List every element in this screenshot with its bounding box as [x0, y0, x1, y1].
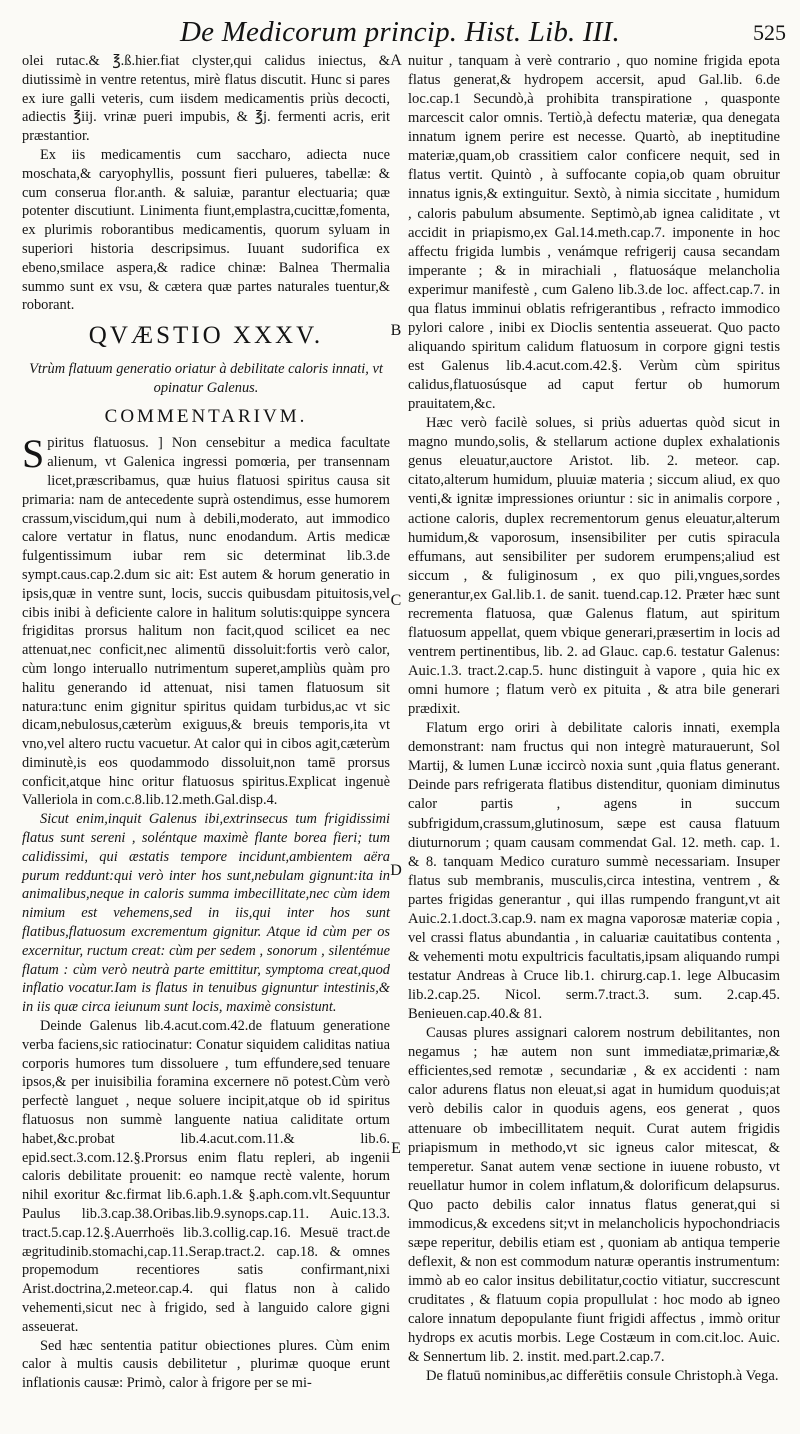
- paragraph: Flatum ergo oriri à debilitate caloris innati, exempla demonstrant: nam fructus qui non integrè maturauerunt, Sol Martij, & lumen Lunæ iccircò noxia sunt ,quia flatus generant. Deinde pars refrigerata flatibus distenditur, quoniam diminutus calor partis , agens in succum subfrigidum,crassum,glutinosum, sæpe est causa flatuum diuturnorum ; quam causam commendat Gal. 12. meth. cap. 1. & 8. tanquam Medico curaturo summè necessariam. Insuper flatus sub membranis, musculis,circa intestina, ventrem , & partes frigidas generantur , qui illas rumpendo frangunt,vt ait Auic.2.1.doct.3.cap.9. nam ex magna vaporosæ materiæ copia , vel crassi flatus abundantia , in caluariæ cauitatibus contenta , & vehementi motu expultricis facultatis,ipsam aliquando rumpi testatur Andreas à Cruce lib.1. chirurg.cap.1. lege Albucasim lib.2.cap.25. Nicol. serm.7.tract.3. sum. 2.cap.45. Benieuen.cap.40.& 81.: [408, 720, 780, 1023]
- paragraph: Sed hæc sententia patitur obiectiones plures. Cùm enim calor à multis causis debilitetur , plurimæ quoque erunt inflationis causæ: Primò, calor à frigore per se mi-: [22, 1337, 390, 1392]
- left-column: [22, 52, 390, 1393]
- paragraph: De flatuū nominibus,ac differētiis consule Christoph.à Vega.: [426, 1368, 779, 1385]
- paragraph: Ex iis medicamentis cum saccharo, adiecta nuce moschata,& caryophyllis, possunt fieri pulueres, tabellæ: & cum conserua flor.anth. & saluiæ, parantur electuaria; quæ potenter discutiunt. Linimenta fiunt,emplastra,cucittæ,fomenta, ex plurimis roborantibus medicamentis, quorum syluam in superiori historia descripsimus. Iuuant sudorifica ex ebeno,smilace aspera,& radice chinæ: Balnea Thermalia summo sunt ex vsu, & cætera quæ partes naturales tuentur,& roborant.: [22, 146, 390, 314]
- question-title: QVÆSTIO XXXV.: [88, 322, 324, 350]
- margin-letter-b: B: [390, 322, 402, 339]
- paragraph: Causas plures assignari calorem nostrum debilitantes, non negamus ; hæ autem non sunt immediatæ,primariæ,& efficientes,sed remotæ , secundariæ , & ex accidenti : nam calor adurens flatus non eleuat,si agat in humidum quoduis;at verò debilis calor in quoduis agens, eos generat , quos attenuare ob imbecillitatem nequit. Curat autem frigidis priapismum in methodo,vt sic igneus calor mitescat, & temperetur. Sanat autem venæ sectione in iuuene robusto, vt reuellatur humor in colem inflatum,& dolorificum delapsurus. Quo pacto debilis calor innatus flatus generat,qui si immodicus,& excedens sit;vt in melancholicis hypochondriacis sæpe reperitur, debilis etiam est , quoniam ab antiqua temperie deflexit, & non est commodum naturæ operantis instrumentum: immò ab eo calor insitus debilitatur,coctio vitiatur, succrescunt cruditates , & flatuum copia propullulat : hoc modo ab igneo calore innatum depopulante fiunt frigidi affectus , immò oritur hydrops ex acutis morbis. Lege Costæum in com.cit.loc. Auic. & Sennertum lib. 2. instit. med.part.2.cap.7.: [408, 1025, 780, 1366]
- paragraph: nuitur , tanquam à verè contrario , quo nomine frigida epota flatus generat,& hydropem accersit, apud Gal.lib. 6.de loc.cap.1 Secundò,à prohibita transpiratione , quasponte marcescit calor omnis. Tertiò,à defectu materiæ, qua denegata innatum ignem perire est necesse. Quartò, ab ineptitudine materiæ,quam,ob crassitiem calor conficere nequit, sed in flatus vertit. Quintò , à suffocante copia,ob quam obruitur innatus ignis,& extinguitur. Sextò, à nimia siccitate , humidum , caloris pabulum absumente. Septimò,ab ignea caliditate , vt accidit in priapismo,ex Gal.14.meth.cap.7. imponente in hoc affectu frigida lumbis , venámque refrigerij causa secandam imperante ; & in mirachiali , flatuosáque melancholia experimur manifestè , cum Galeno lib.3.de loc. affect.cap.7. in qua flatus imminui oblatis refrigerantibus , refracto immodico pylori calore , inibi ex Dioclis sententia asseuerat. Quo pacto aliquando spiritum calidum flatuosum in corpore gigni testis est Galenus lib.4.acut.com.42.§. Verùm cùm spiritus calidus,flatuosúsque ad caput fertur ob humorum prauitatem,&c.: [408, 53, 780, 413]
- paragraph: Sicut enim,inquit Galenus ibi,extrinsecus tum frigidissimi flatus sunt sereni , soléntque maximè flante borea fieri; tum calidissimi, qui æstatis tempore incidunt,ambientem aëra purum reddunt:qui verò inter hos sunt,nebulam gignunt:ita in animalibus,neque in caloris summa imbecillitate,nec cùm idem nimium est vehemens,sed in iis,qui inter hos sunt flatibus,flatuosum excrementum gignitur. Atque id cùm per os excernitur, ructum creat: cùm per sedem , sonorum , silentémue flatum : cùm verò neutrà parte emittitur, symptoma creat,quod inflatio vocatur.Iam is flatus in tenuibus gignuntur intestinis,& in iis quæ circa ieiunum sunt locis, maximè consistunt.: [22, 811, 390, 1016]
- question-text: Vtrùm flatuum generatio oriatur à debilitate caloris innati, vt opinatur Galenus.: [29, 360, 383, 396]
- paragraph-text: piritus flatuosus. ] Non censebitur a medica facultate alienum, vt Galenica ingressi pomœria, per transennam licet,præscribamus, quæ huius flatuosi spiritus causa sit primaria: nam de antecedente suprà ostendimus, esse humorem crassum,viscidum,qui num à debili,moderato, aut immodico calore vertatur in flatus, nunc enodandum. Artis medicæ fulgentissimum iubar rem sic determinat lib.3.de sympt.caus.cap.2.dum sic ait: Est autem & horum generatio in ipsis,quæ in ventre sunt, locis, succis quibusdam pituitosis,vel cibis inibi à deficiente calore in halitum solutis:quippe syncera frigiditas prorsus halitum non facit,quod scilicet ea nec attenuat,nec conficit,nec alimentū dissoluit:fortis verò calor, cùm longo interuallo nutrimentum superet,ampliùs quàm pro halitu generando id attenuat, nisi tamen flatuosum sit natura:tunc enim gignitur spiritus quidam turbidus,ac vt sic dicam,nebulosus,cæterùm exiguus,& breuis temporis,ita vt vno,vel altero ructu vacuetur. At calor qui in cibos agit,cæterùm diminutè,is eos quodammodo dissoluit,non tamē prorsus conficit,atque hinc oritur flatuosus spiritus.Explicat ingenuè Valleriola in com.c.8.lib.12.meth.Gal.disp.4.: [22, 435, 390, 809]
- paragraph: olei rutac.& ℥.ß.hier.fiat clyster,qui calidus iniectus, & diutissimè in ventre retentus, mirè flatus discutit. Hunc si pares ex iure galli veteris, cum iisdem medicamentis priùs decocti, adiectis ℥iij. vrinæ pueri impubis, & ℥j. fermenti acris, erit præstantior.: [22, 53, 390, 145]
- margin-letter-a: A: [390, 52, 402, 69]
- paragraph: Deinde Galenus lib.4.acut.com.42.de flatuum generatione verba faciens,sic ratiocinatur: Conatur siquidem caliditas natiua corporis humores tum dissoluere , tum effundere,sed tenuare ipsos,& per inuisibilia foramina excernere nō potest.Cùm verò perfectè languet , neque soluere incipit,atque ob id spiritus flatuosus non summè languente natiua caliditate ortum habet,&c.probat lib.4.acut.com.11.& lib.6. epid.sect.3.com.12.§.Prorsus enim flatu repleri, ab ingenii caloris debilitate prouenit: eo namque rectè valente, horum nihil exoritur &c.firmat lib.6.aph.1.& §.aph.com.vlt.Sequuntur Paulus lib.3.cap.38.Oribas.lib.9.synops.cap.11. Auic.13.3. tract.5.cap.12.§.Auerrhoës lib.3.collig.cap.16. Mesuë tract.de ægritudinib.stomachi,cap.11.Serap.tract.2. cap.18. & omnes propemodum recentiores satis confirmant,nixi Arist.doctrina,2.meteor.cap.4. qui flatus non à calido vehementi,sicut nec à frigido, sed à languido calore gigni asseuerat.: [22, 1018, 390, 1335]
- page-header: [0, 14, 800, 54]
- running-title: De Medicorum princip. Hist. Lib. III.: [180, 16, 620, 48]
- margin-letter-c: C: [390, 592, 402, 609]
- right-column: [408, 52, 780, 1386]
- page-number: 525: [753, 20, 786, 45]
- commentary-heading: COMMENTARIVM.: [104, 405, 308, 427]
- margin-letter-e: E: [391, 1140, 401, 1157]
- paragraph: Hæc verò facilè solues, si priùs aduertas quòd sicut in magno mundo,solis, & stellarum actione duplex exhalationis genus eleuatur,auctore Aristot. lib. 2. meteor. cap. citato,alterum humidum, pluuiæ materia ; siccum aliud, ex quo venti,& ignitæ impressiones oriuntur : sic in animalis corpore , actione caloris, duplex recrementorum genus eleuatur,alterum humidum,& vaporosum, insensibiliter per cutis spiracula effumans, aut sensibiliter per sudorem erumpens;aliud est siccum , & fuliginosum , ex quo pili,vngues,sordes generantur,ex Gal.lib.1. de sanit. tuend.cap.12. Præter hæc sunt recrementa flatuosa, quæ Galenus flatum, aut spiritum flatuosum appellat, quem vbique generari,præsertim in locis ad ventrem pertinentibus, lib. 2. ad Glauc. cap.6. testatur Galenus: Auic.1.3. tract.2.cap.5. hunc distinguit à vapore , quia hic ex omni humore ; flatum verò ex pituita , & atra bile generari prædixit.: [408, 415, 780, 718]
- margin-letter-d: D: [390, 862, 402, 879]
- drop-cap: S: [22, 431, 45, 477]
- paragraph: [22, 431, 390, 810]
